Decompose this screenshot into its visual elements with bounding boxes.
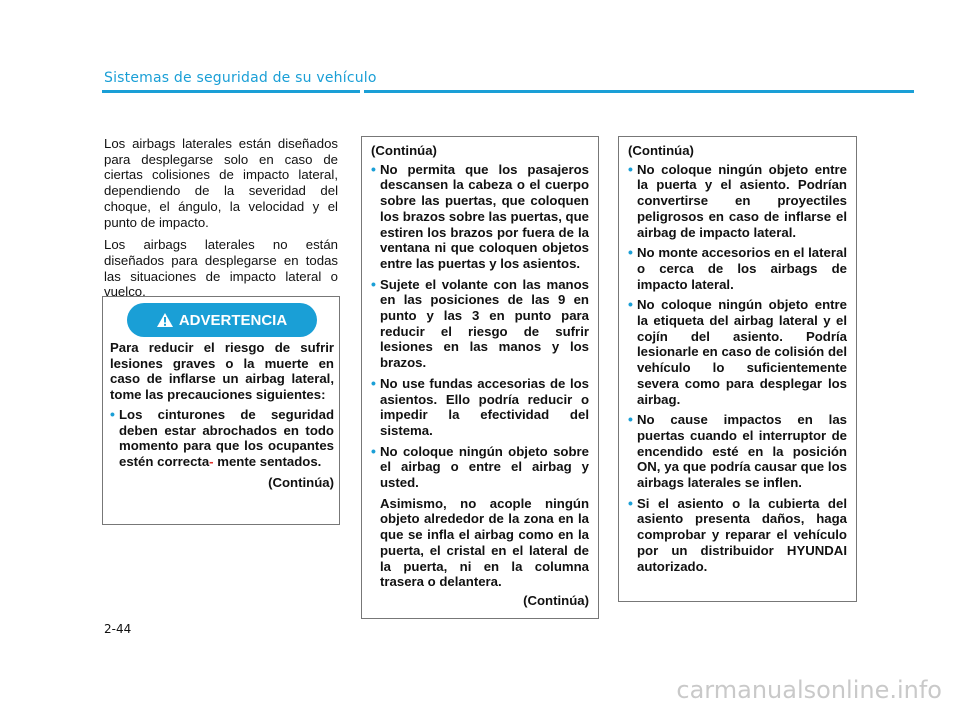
- box3-bullet-1: • No coloque ningún objeto entre la puerta y el asiento. Podrían convertirse en proyectiles peligrosos en caso de inflarse el airbag de impacto lateral.: [628, 162, 847, 241]
- warning-intro: Para reducir el riesgo de sufrir lesiones graves o la muerte en caso de inflarse un airbag lateral, tome las precauciones siguientes:: [110, 340, 334, 403]
- warning-body: [110, 340, 334, 490]
- warning-continues: (Continúa): [268, 474, 334, 490]
- watermark-text: carmanualsonline.info: [676, 676, 942, 704]
- box3-bullet-4: • No cause impactos en las puertas cuando el interruptor de encendido esté en la posición ON, ya que podría causar que los airbags laterales se inflen.: [628, 412, 847, 491]
- continued-box-3: [618, 136, 857, 602]
- intro-paragraph-2: Los airbags laterales no están diseñados para desplegarse en todas las situaciones de impacto lateral o vuelco.: [104, 237, 338, 300]
- warning-header: [127, 303, 317, 337]
- box3-header: (Continúa): [628, 143, 694, 158]
- intro-paragraph-1: Los airbags laterales están diseñados para desplegarse solo en caso de ciertas colisiones de impacto lateral, dependiendo de la severidad del choque, el ángulo, la velocidad y el punto de impacto.: [104, 136, 338, 230]
- box2-bullet-3: • No use fundas accesorias de los asientos. Ello podría reducir o impedir la efectividad del sistema.: [371, 376, 589, 439]
- box2-header: (Continúa): [371, 143, 437, 158]
- box3-bullet-2: • No monte accesorios en el lateral o cerca de los airbags de impacto lateral.: [628, 245, 847, 292]
- box2-continues: (Continúa): [523, 592, 589, 608]
- box2-bullets: [371, 162, 589, 491]
- intro-text-column: [104, 136, 338, 307]
- box3-bullets: [628, 162, 847, 575]
- box2-bullet-1: • No permita que los pasajeros descansen la cabeza o el cuerpo sobre las puertas, que coloquen los brazos sobre las puertas, que estiren los brazos por fuera de la ventana ni que coloquen objetos entre las puertas y los asientos.: [371, 162, 589, 272]
- warning-bullet-1: [110, 407, 334, 470]
- section-title: Sistemas de seguridad de su vehículo: [104, 70, 377, 86]
- warning-bullet-1-end: mente sentados.: [217, 453, 322, 469]
- header-rule: [102, 90, 914, 93]
- box2-bullet-2: • Sujete el volante con las manos en las posiciones de las 9 en punto y las 3 en punto para reducir el riesgo de sufrir lesiones en las manos y los brazos.: [371, 277, 589, 371]
- warning-triangle-icon: [157, 313, 173, 327]
- page-number: 2-44: [104, 622, 132, 636]
- warning-box: [102, 296, 340, 525]
- hyphen-mark: -: [209, 453, 214, 469]
- box3-bullet-3: • No coloque ningún objeto entre la etiqueta del airbag lateral y el cojín del asiento. Podría lesionarle en caso de colisión del vehículo lo suficientemente severa como para desplegar los airbag.: [628, 297, 847, 407]
- warning-label: ADVERTENCIA: [178, 311, 288, 329]
- box2-bullet-4: • No coloque ningún objeto sobre el airbag o entre el airbag y usted.: [371, 444, 589, 491]
- warning-bullet-1-text: Los cinturones de seguridad deben estar abrochados en todo momento para que los ocupantes estén correcta: [119, 406, 334, 469]
- warning-bullets: [110, 407, 334, 470]
- continued-box-2: [361, 136, 599, 619]
- box3-bullet-5: • Si el asiento o la cubierta del asiento presenta daños, haga comprobar y reparar el vehículo por un distribuidor HYUNDAI autorizado.: [628, 496, 847, 575]
- box2-extra: Asimismo, no acople ningún objeto alrededor de la zona en la que se infla el airbag como en la puerta, el cristal en el lateral de la puerta, ni en la columna trasera o delantera.: [380, 495, 589, 590]
